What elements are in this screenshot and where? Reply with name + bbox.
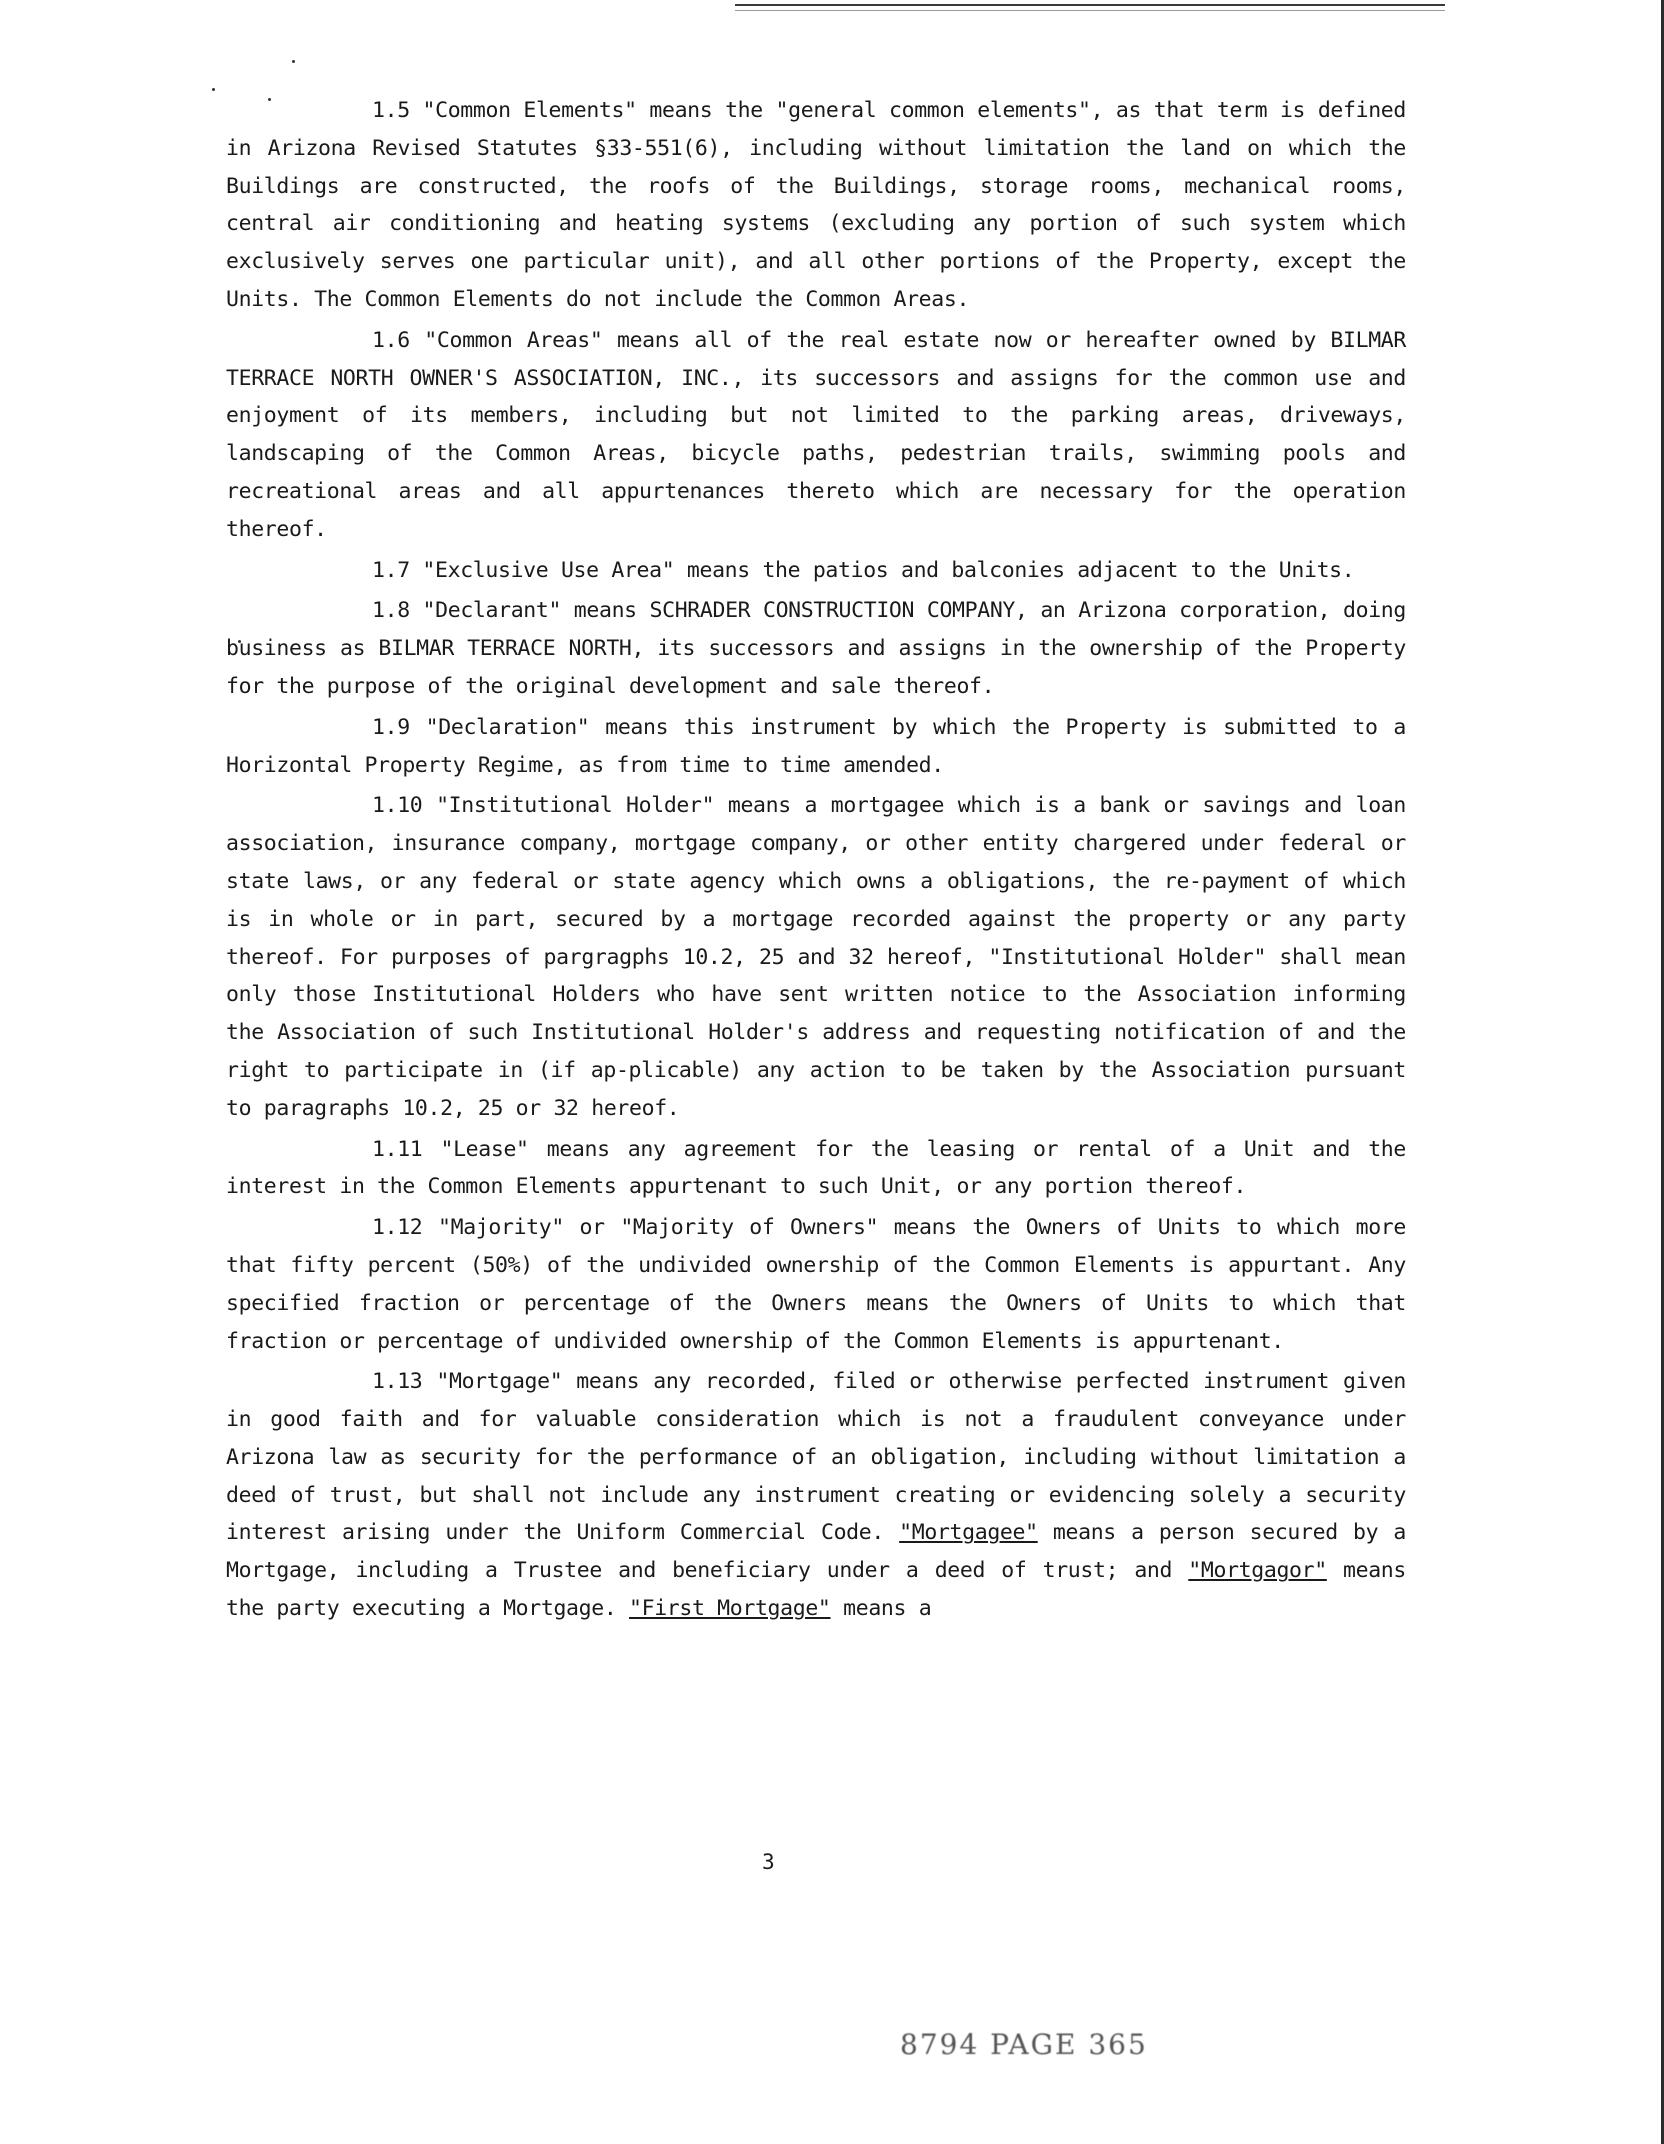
top-rule: [735, 4, 1445, 6]
definition-text: means a person secured by a Mortgage, including a Trustee and beneficiary under a deed of trust; and: [226, 1520, 1406, 1584]
scan-speck: [212, 88, 215, 91]
definition-text: means the party executing a Mortgage.: [226, 1558, 1406, 1622]
definition-text: "Majority" or "Majority of Owners" means the Owners of Units to which more that fifty percent (50%) of the undivided ownership of the Common Elements is appurtant. Any specified fraction or percentage of the Owners means the Owners of Units to which that fraction or percentage of undivided ownership of the Common Elements is appurtenant.: [226, 1215, 1406, 1354]
definition-number: 1.8: [372, 598, 410, 624]
definition-1-6: [226, 322, 1406, 549]
definition-number: 1.13: [372, 1369, 423, 1395]
page-number: 3: [762, 1850, 775, 1874]
definition-1-5: [226, 92, 1406, 319]
definition-number: 1.9: [372, 714, 410, 740]
defined-term-mortgagor: "Mortgagor": [1188, 1558, 1327, 1584]
document-body: [226, 92, 1406, 1631]
definition-number: 1.5: [372, 98, 410, 123]
definition-text: "Declaration" means this instrument by which the Property is submitted to a Horizontal Property Regime, as from time to time amended.: [226, 714, 1406, 778]
definition-number: 1.12: [372, 1215, 423, 1241]
scan-speck: [292, 60, 295, 63]
definition-text: "Common Elements" means the "general common elements", as that term is defined in Arizona Revised Statutes §33-551(6), including without limitation the land on which the Buildings are constructed, the roofs of the Buildings, storage rooms, mechanical rooms, central air conditioning and heating systems (excluding any portion of such system which exclusively serves one particular unit), and all other portions of the Property, except the Units. The Common Elements do not include the Common Areas.: [226, 98, 1406, 312]
definition-number: 1.7: [372, 557, 410, 583]
definition-1-8: [226, 592, 1406, 705]
definition-text: means a: [830, 1596, 932, 1622]
definition-text: "Declarant" means SCHRADER CONSTRUCTION COMPANY, an Arizona corporation, doing business as BILMAR TERRACE NORTH, its successors and assigns in the ownership of the Property for the purpose of the original development and sale thereof.: [226, 598, 1406, 699]
definition-1-7: [226, 552, 1406, 590]
definition-1-12: [226, 1209, 1406, 1360]
recording-stamp: 8794 PAGE 365: [900, 2028, 1148, 2061]
definition-text: "Mortgage" means any recorded, filed or otherwise perfected instrument given in good faith and for valuable consideration which is not a fraudulent conveyance under Arizona law as security for the performance of an obligation, including without limitation a deed of trust, but shall not include any instrument creating or evidencing solely a security interest arising under the Uniform Commercial Code.: [226, 1369, 1406, 1546]
definition-number: 1.10: [372, 793, 423, 819]
definition-text: "Common Areas" means all of the real estate now or hereafter owned by BILMAR TERRACE NORTH OWNER'S ASSOCIATION, INC., its successors and assigns for the common use and enjoyment of its members, including but not limited to the parking areas, driveways, landscaping of the Common Areas, bicycle paths, pedestrian trails, swimming pools and recreational areas and all appurtenances thereto which are necessary for the operation thereof.: [226, 327, 1406, 542]
definition-text: "Exclusive Use Area" means the patios and balconies adjacent to the Units.: [422, 557, 1355, 583]
top-rule-secondary: [735, 10, 1445, 11]
definition-text: "Institutional Holder" means a mortgagee which is a bank or savings and loan association, insurance company, mortgage company, or other entity chargered under federal or state laws, or any federal or state agency which owns a obligations, the re-payment of which is in whole or in part, secured by a mortgage recorded against the property or any party thereof. For purposes of pargragphs 10.2, 25 and 32 hereof, "Institutional Holder" shall mean only those Institutional Holders who have sent written notice to the Association informing the Association of such Institutional Holder's address and requesting notification of and the right to participate in (if ap-plicable) any action to be taken by the Association pursuant to paragraphs 10.2, 25 or 32 hereof.: [226, 793, 1406, 1121]
definition-number: 1.11: [372, 1136, 423, 1162]
definition-1-13: [226, 1363, 1406, 1628]
defined-term-mortgagee: "Mortgagee": [899, 1520, 1038, 1546]
definition-text: "Lease" means any agreement for the leasing or rental of a Unit and the interest in the Common Elements appurtenant to such Unit, or any portion thereof.: [226, 1136, 1406, 1200]
definition-number: 1.6: [372, 327, 410, 353]
definition-1-9: [226, 709, 1406, 785]
defined-term-first-mortgage: "First Mortgage": [629, 1596, 831, 1622]
definition-1-10: [226, 787, 1406, 1127]
definition-1-11: [226, 1131, 1406, 1207]
